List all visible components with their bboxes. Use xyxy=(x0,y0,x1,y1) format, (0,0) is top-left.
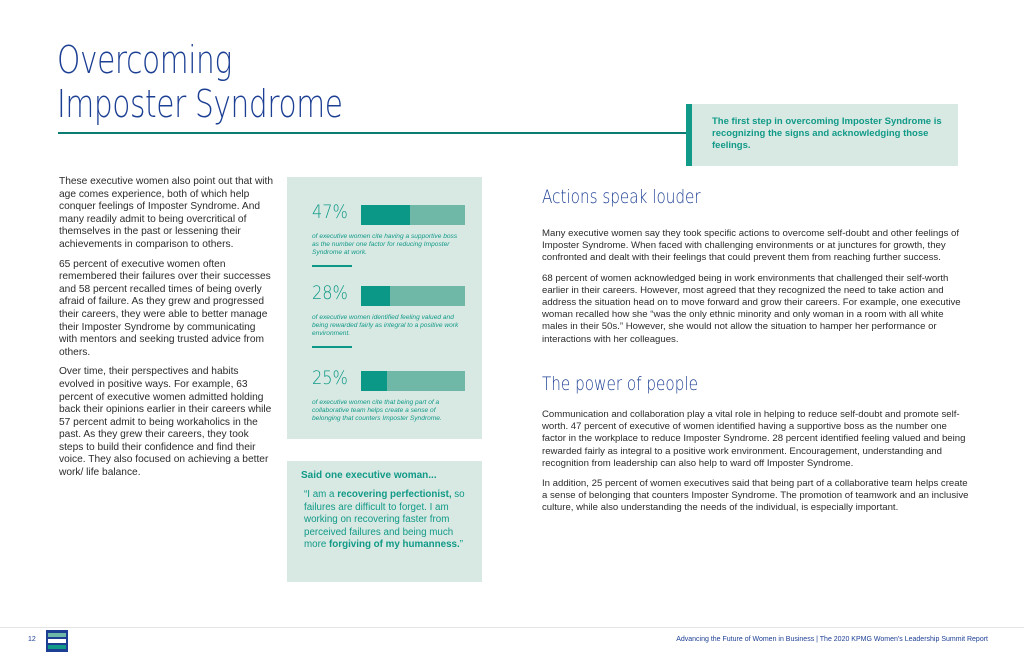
footer-report-title: Advancing the Future of Women in Business | The 2020 KPMG Women’s Leadership Summit Report xyxy=(676,636,988,643)
stat-bar-track xyxy=(361,286,465,306)
stat-bar-fill xyxy=(361,205,410,225)
stat-percent: 47% xyxy=(312,201,348,223)
quote-text xyxy=(304,489,474,552)
quote-emphasis: recovering perfectionist, xyxy=(337,489,452,500)
footer-divider xyxy=(0,627,1024,628)
summit-logo-icon xyxy=(46,630,68,652)
stat-description: of executive women identified feeling valued and being rewarded fairly as integral to a positive work environment. xyxy=(312,314,459,338)
quote-part: so failures are difficult to forget. I am working on recovering faster from perceived failures and being much more xyxy=(304,489,465,551)
section-paragraph: In addition, 25 percent of women executives said that being part of a collaborative team helps create a sense of belonging that counters Imposter Syndrome. The promotion of teamwork and an inclusive culture, while also understanding the needs of the individual, is especially important. xyxy=(542,478,969,514)
section-paragraph: Communication and collaboration play a vital role in helping to reduce self-doubt and promote self-worth. 47 percent of executive of women identified having a supportive boss as the number one factor in the workplace to reduce Imposter Syndrome. 28 percent identified feeling valued and being rewarded fairly as integral to a positive work environment. Encouragement, understanding and recognition from leadership can also help to ward off Imposter Syndrome. xyxy=(542,409,966,469)
stat-bar-track xyxy=(361,371,465,391)
section-paragraph: 68 percent of women acknowledged being in work environments that challenged their self-worth earlier in their careers. However, most agreed that they recognized the need to take action and address the situation head on to move forward and grow their careers. For example, one executive woman recalled how she “was the only ethnic minority and only woman in a room with all white males in their 50s.” However, she would not allow the situation to hamper her performance or interactions with her colleagues. xyxy=(542,272,961,345)
quote-part: ” xyxy=(459,539,463,551)
stat-bar-fill xyxy=(361,286,390,306)
section-people-body xyxy=(542,409,970,523)
quote-emphasis: forgiving of my humanness. xyxy=(329,539,460,551)
title-line-2: Imposter Syndrome xyxy=(57,82,343,126)
stat-description: of executive women cite having a supportive boss as the number one factor for reducing Imposter Syndrome at work. xyxy=(312,233,458,257)
title-divider xyxy=(58,132,698,134)
title-line-1: Overcoming xyxy=(57,38,232,82)
stat-percent: 28% xyxy=(312,282,348,304)
quote-heading: Said one executive woman... xyxy=(301,470,437,481)
left-paragraph-2: 65 percent of executive women often remembered their failures over their successes and 58 percent recalled times of being overly afraid of failure. As they grew and progressed their careers, they were able to better manage their Imposter Syndrome by communicating with mentors and seeking trusted advice from others. xyxy=(59,258,271,358)
page-title xyxy=(57,38,343,126)
stat-bar-fill xyxy=(361,371,387,391)
callout-accent-bar xyxy=(686,104,692,166)
quote-part: “I am a xyxy=(304,489,338,500)
stat-bar-track xyxy=(361,205,465,225)
section-paragraph: Many executive women say they took specific actions to overcome self-doubt and other feelings of Imposter Syndrome. When faced with challenging environments or at junctures for growth, they confronted and dealt with their feelings that could prevent them from reaching further success. xyxy=(542,228,960,264)
section-heading-actions: Actions speak louder xyxy=(542,186,701,208)
section-heading-people: The power of people xyxy=(542,373,698,395)
stats-panel xyxy=(287,177,482,439)
section-actions-body xyxy=(542,228,970,354)
callout-box xyxy=(686,104,958,166)
left-column xyxy=(59,176,274,487)
left-paragraph-3: Over time, their perspectives and habits evolved in positive ways. For example, 63 percent of executive women admitted holding back their opinions earlier in their careers while 57 percent admit to being workaholics in the past. As they grew their careers, they took steps to build their confidence and find their voice. They also focused on achieving a better work/ life balance. xyxy=(59,366,272,479)
stat-divider xyxy=(312,346,352,348)
quote-box xyxy=(287,461,482,582)
page-number: 12 xyxy=(28,636,36,643)
callout-text: The first step in overcoming Imposter Syndrome is recognizing the signs and acknowledging those feelings. xyxy=(712,116,942,151)
left-paragraph-1: These executive women also point out that with age comes experience, both of which help conquer feelings of Imposter Syndrome. And many readily admit to being overcritical of themselves in the past or lessening their achievements in comparison to others. xyxy=(59,176,274,250)
stat-percent: 25% xyxy=(312,367,348,389)
stat-description: of executive women cite that being part of a collaborative team helps create a sense of belonging that counters Imposter Syndrome. xyxy=(312,399,442,423)
stat-divider xyxy=(312,265,352,267)
